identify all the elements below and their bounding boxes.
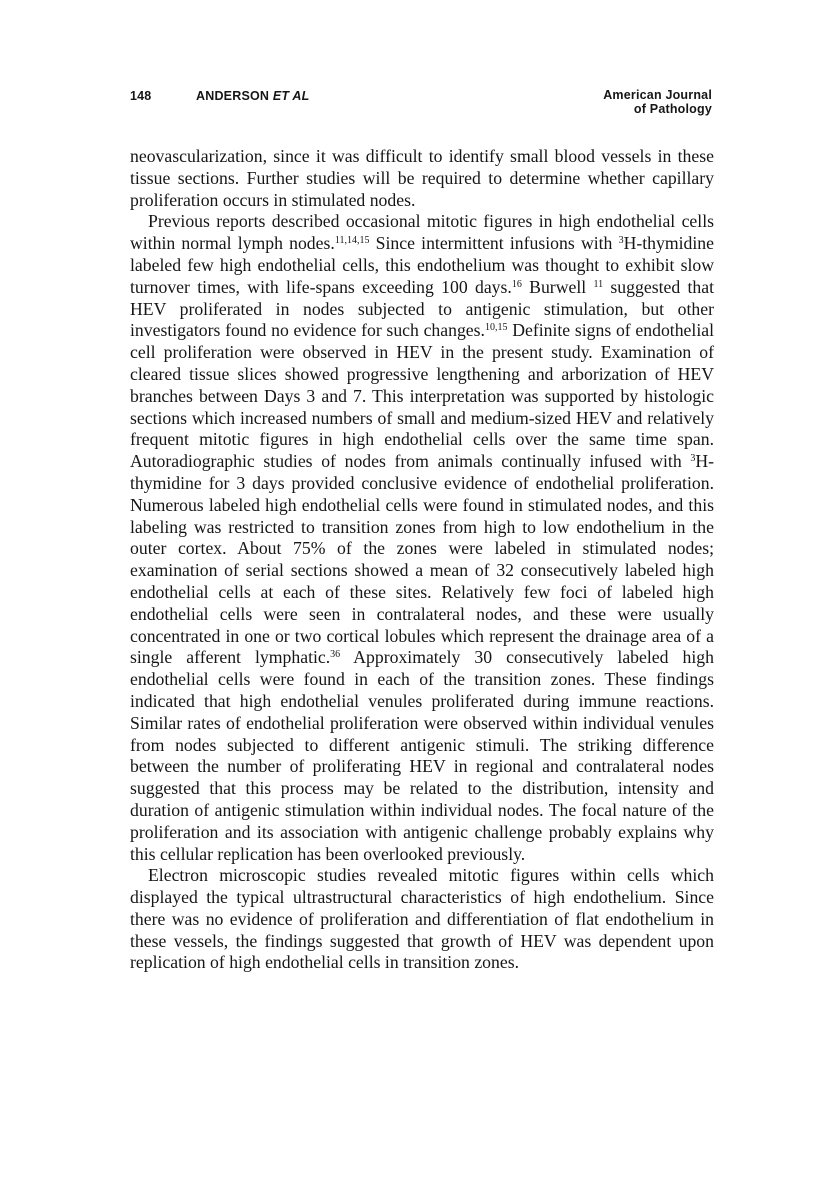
text-run: Approximately 30 consecutively labeled high endothelial cells were found in each of the transition zones. These findings indicated that high endothelial venules proliferated during immune reactions. Similar rates of endothelial proliferation were observed within individual venules from nodes subjected to different antigenic stimuli. The striking difference between the number of proliferating HEV in regional and contralateral nodes suggested that this process may be related to the distribution, intensity and duration of antigenic stimulation within individual nodes. The focal nature of the proliferation and its association with antigenic challenge probably explains why this cellular replication has been overlooked previously. (130, 647, 714, 864)
isotope-superscript: 3 (690, 453, 696, 465)
paragraph-hev-proliferation (130, 211, 714, 865)
citation-ref: 11,14,15 (334, 235, 370, 247)
running-authors (196, 89, 309, 103)
text-run: H-thymidine labeled few high endothelial cells, this endothelium was thought to exhibit slow turnover times, with life-spans exceeding 100 days. (130, 233, 714, 297)
citation-ref: 11 (593, 278, 604, 290)
paragraph-continued: neovascularization, since it was difficult to identify small blood vessels in these tissue sections. Further studies will be required to determine whether capillary proliferation occurs in stimulated nodes. (130, 146, 714, 210)
text-run: Since intermittent infusions with (369, 233, 619, 254)
paragraph-electron-microscopy: Electron microscopic studies revealed mitotic figures within cells which displayed the typical ultrastructural characteristics of high endothelium. Since there was no evidence of proliferation and differentiation of flat endothelium in these vessels, the findings suggested that growth of HEV was dependent upon replication of high endothelial cells in transition zones. (130, 865, 714, 973)
running-header (130, 86, 712, 120)
text-run: Burwell (521, 276, 594, 297)
text-run: H-thymidine for 3 days provided conclusive evidence of endothelial proliferation. Numerous labeled high endothelial cells were found in stimulated nodes, and this labeling was restricted to transition zones from high to low endothelium in the outer cortex. About 75% of the zones were labeled in stimulated nodes; examination of serial sections showed a mean of 32 consecutively labeled high endothelial cells at each of these sites. Relatively few foci of labeled high endothelial cells were seen in contralateral nodes, and these were usually concentrated in one or two cortical lobules which represent the drainage area of a single afferent lymphatic. (130, 451, 714, 668)
citation-ref: 36 (330, 649, 341, 661)
journal-name-line1: American Journal (603, 88, 712, 102)
authors-etal: ET AL (272, 89, 310, 103)
citation-ref: 10,15 (484, 322, 508, 334)
citation-ref: 16 (511, 278, 522, 290)
journal-name-line2: of Pathology (633, 102, 712, 116)
journal-name (603, 88, 712, 116)
page-number: 148 (130, 89, 152, 103)
text-run: Definite signs of endothelial cell proliferation were observed in HEV in the present study. Examination of cleared tissue slices showed progressive lengthening and arborization of HEV branches between Days 3 and 7. This interpretation was supported by histologic sections which increased numbers of small and medium-sized HEV and relatively frequent mitotic figures in high endothelial cells over the same time span. Autoradiographic studies of nodes from animals continually infused with (130, 320, 714, 472)
isotope-superscript: 3 (618, 235, 624, 247)
text-run: Previous reports described occasional mitotic figures in high endothelial cells within normal lymph nodes. (130, 211, 714, 254)
authors-name: ANDERSON (196, 89, 273, 103)
text-run: suggested that HEV proliferated in nodes subjected to antigenic stimulation, but other investigators found no evidence for such changes. (130, 276, 715, 341)
body-text (130, 146, 714, 974)
